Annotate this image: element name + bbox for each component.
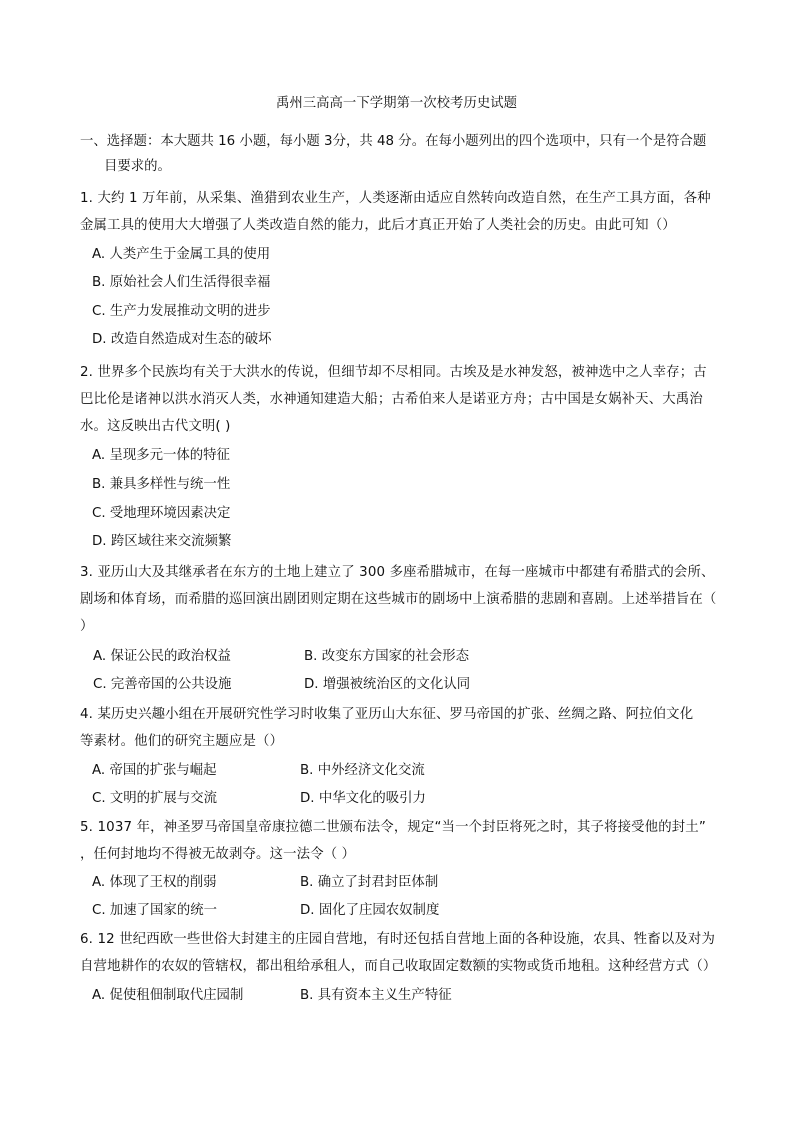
question-stem-line: 6. 12 世纪西欧一些世俗大封建主的庄园自营地，有时还包括自营地上面的各种设施，农具、牲畜以及对为	[80, 932, 716, 947]
option-a: A. 体现了王权的削弱	[92, 875, 217, 890]
option-a: A. 促使租佃制取代庄园制	[92, 988, 244, 1003]
question-stem-line: 金属工具的使用大大增强了人类改造自然的能力，此后才真正开始了人类社会的历史。由此可知（）	[80, 218, 676, 233]
page-title: 禹州三高高一下学期第一次校考历史试题	[275, 96, 518, 111]
question-stem-line: 水。这反映出古代文明( )	[80, 419, 231, 434]
question-stem-line: 1. 大约 1 万年前，从采集、渔猎到农业生产，人类逐渐由适应自然转向改造自然，在生产工具方面，各种	[80, 191, 711, 206]
question-stem-line: 剧场和体育场，而希腊的巡回演出剧团则定期在这些城市的剧场中上演希腊的悲剧和喜剧。上述举措旨在（	[80, 592, 717, 607]
option-d: D. 增强被统治区的文化认同	[304, 677, 471, 692]
option-d: D. 固化了庄园农奴制度	[300, 903, 440, 918]
option-a: A. 呈现多元一体的特征	[92, 448, 230, 463]
question-stem-line: 等素材。他们的研究主题应是（）	[80, 734, 284, 749]
section-heading-line-2: 目要求的。	[104, 159, 171, 174]
option-b: B. 确立了封君封臣体制	[300, 875, 439, 890]
question-stem-line: 4. 某历史兴趣小组在开展研究性学习时收集了亚历山大东征、罗马帝国的扩张、丝绸之路、阿拉伯文化	[80, 707, 694, 722]
option-a: A. 保证公民的政治权益	[93, 649, 231, 664]
option-d: D. 中华文化的吸引力	[300, 791, 426, 806]
question-stem-line: 巴比伦是诸神以洪水消灭人类，水神通知建造大船；古希伯来人是诺亚方舟；古中国是女娲补天、大禹治	[80, 392, 703, 407]
option-c: C. 完善帝国的公共设施	[93, 677, 232, 692]
option-b: B. 改变东方国家的社会形态	[304, 649, 469, 664]
option-c: C. 文明的扩展与交流	[92, 791, 217, 806]
question-stem-line: 5. 1037 年，神圣罗马帝国皇帝康拉德二世颁布法令，规定“当一个封臣将死之时，其子将接受他的封土”	[80, 820, 706, 835]
option-b: B. 中外经济文化交流	[300, 763, 425, 778]
option-b: B. 原始社会人们生活得很幸福	[92, 275, 271, 290]
option-c: C. 受地理环境因素决定	[92, 506, 231, 521]
option-c: C. 生产力发展推动文明的进步	[92, 304, 271, 319]
option-b: B. 兼具多样性与统一性	[92, 477, 231, 492]
question-stem-line: ）	[80, 619, 94, 634]
option-a: A. 人类产生于金属工具的使用	[92, 247, 271, 262]
option-c: C. 加速了国家的统一	[92, 903, 217, 918]
option-b: B. 具有资本主义生产特征	[300, 988, 452, 1003]
question-stem-line: ，任何封地均不得被无故剥夺。这一法令（ ）	[80, 847, 356, 862]
option-a: A. 帝国的扩张与崛起	[92, 763, 217, 778]
question-stem-line: 2. 世界多个民族均有关于大洪水的传说，但细节却不尽相同。古埃及是水神发怒，被神选中之人幸存；古	[80, 365, 707, 380]
option-d: D. 改造自然造成对生态的破坏	[92, 332, 272, 347]
question-stem-line: 3. 亚历山大及其继承者在东方的土地上建立了 300 多座希腊城市，在每一座城市中都建有希腊式的会所、	[80, 565, 715, 580]
section-heading-line-1: 一、选择题：本大题共 16 小题，每小题 3分，共 48 分。在每小题列出的四个选项中，只有一个是符合题	[80, 134, 707, 149]
option-d: D. 跨区域往来交流频繁	[92, 534, 232, 549]
question-stem-line: 自营地耕作的农奴的管辖权，都出租给承租人，而自己收取固定数额的实物或货币地租。这种经营方式（）	[80, 959, 717, 974]
